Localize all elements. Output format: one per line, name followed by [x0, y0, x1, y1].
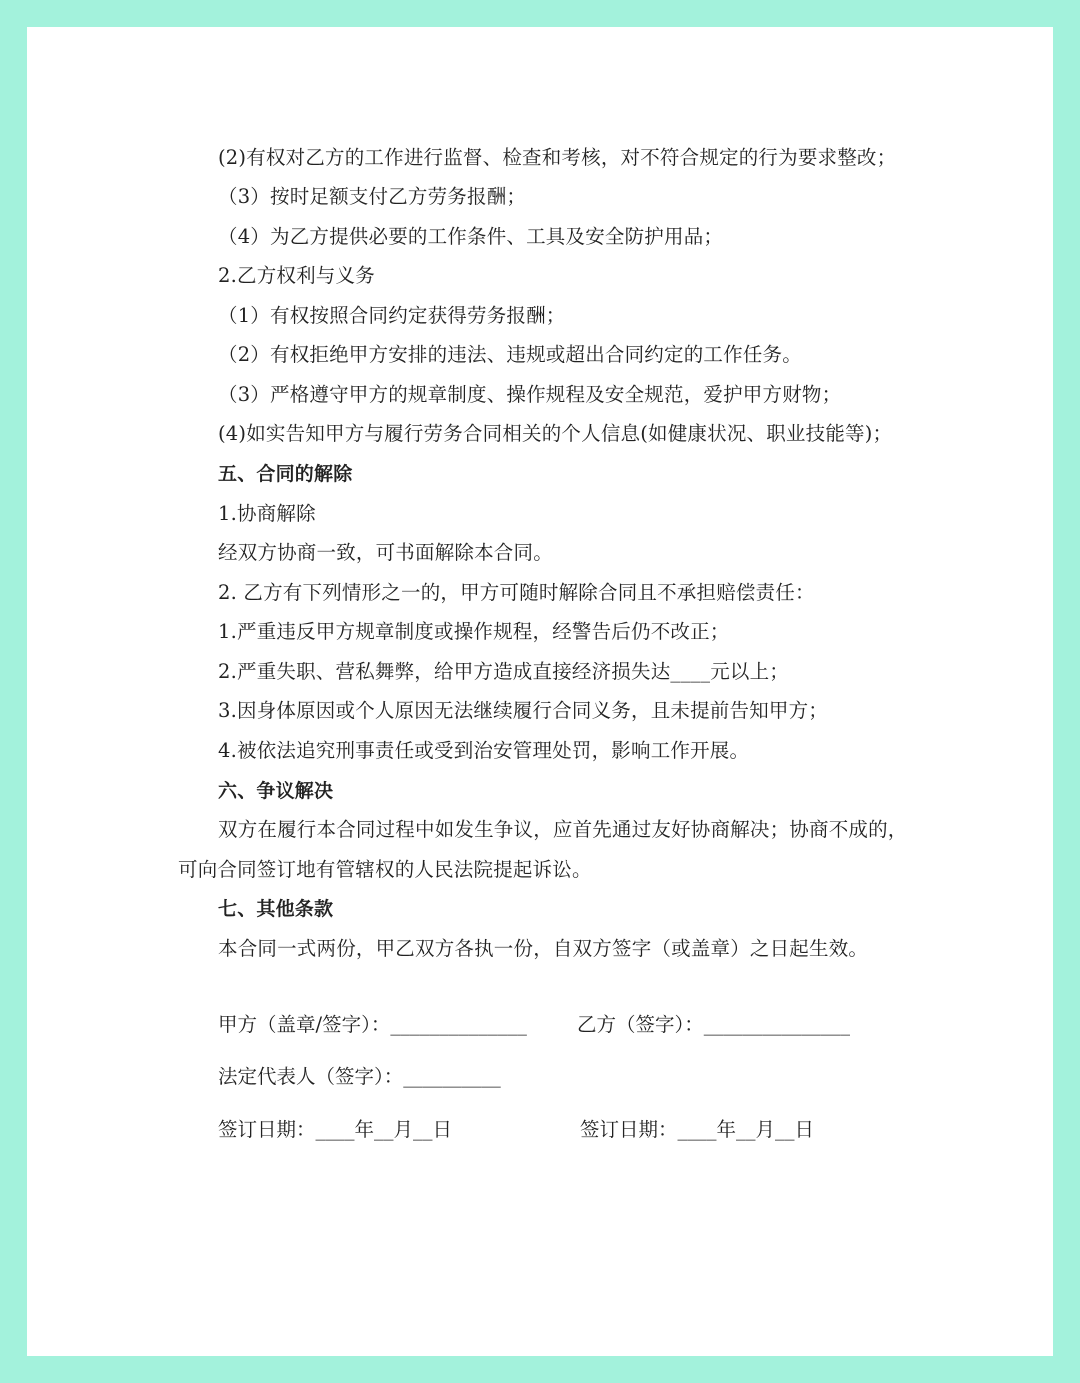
- clause-b-2: （2）有权拒绝甲方安排的违法、违规或超出合同约定的工作任务。: [218, 343, 802, 366]
- termination-item-1: 1.协商解除: [218, 502, 316, 525]
- clause-b-1: （1）有权按照合同约定获得劳务报酬；: [218, 304, 566, 327]
- party-a-date-line: 签订日期：____年__月__日: [218, 1118, 453, 1141]
- clause-a-3: （3）按时足额支付乙方劳务报酬；: [218, 185, 527, 208]
- legal-rep-signature-line: 法定代表人（签字）：__________: [218, 1065, 501, 1088]
- clause-b-4: (4)如实告知甲方与履行劳务合同相关的个人信息(如健康状况、职业技能等)；: [218, 422, 893, 445]
- section-heading-7: 七、其他条款: [218, 898, 334, 920]
- dispute-text-2: 可向合同签订地有管辖权的人民法院提起诉讼。: [178, 858, 592, 881]
- party-b-date-line: 签订日期：____年__月__日: [580, 1118, 815, 1141]
- termination-case-3: 3.因身体原因或个人原因无法继续履行合同义务，且未提前告知甲方；: [218, 699, 829, 722]
- subsection-title: 2.乙方权利与义务: [218, 264, 375, 287]
- clause-a-2: (2)有权对乙方的工作进行监督、检查和考核，对不符合规定的行为要求整改；: [218, 146, 897, 169]
- termination-case-1: 1.严重违反甲方规章制度或操作规程，经警告后仍不改正；: [218, 620, 730, 643]
- document-page: [27, 27, 1053, 1356]
- termination-text-1: 经双方协商一致，可书面解除本合同。: [218, 541, 553, 564]
- dispute-text-1: 双方在履行本合同过程中如发生争议，应首先通过友好协商解决；协商不成的，: [218, 818, 908, 841]
- clause-b-3: （3）严格遵守甲方的规章制度、操作规程及安全规范，爱护甲方财物；: [218, 383, 842, 406]
- section-heading-6: 六、争议解决: [218, 780, 334, 802]
- termination-case-4: 4.被依法追究刑事责任或受到治安管理处罚，影响工作开展。: [218, 739, 750, 762]
- party-b-signature-line: 乙方（签字）：_______________: [577, 1013, 851, 1036]
- termination-item-2: 2. 乙方有下列情形之一的，甲方可随时解除合同且不承担赔偿责任：: [218, 581, 815, 604]
- section-heading-5: 五、合同的解除: [218, 463, 353, 485]
- party-a-signature-line: 甲方（盖章/签字）：______________: [218, 1013, 527, 1036]
- other-terms-text: 本合同一式两份，甲乙双方各执一份，自双方签字（或盖章）之日起生效。: [218, 937, 869, 960]
- termination-case-2: 2.严重失职、营私舞弊，给甲方造成直接经济损失达____元以上；: [218, 660, 790, 683]
- clause-a-4: （4）为乙方提供必要的工作条件、工具及安全防护用品；: [218, 225, 724, 248]
